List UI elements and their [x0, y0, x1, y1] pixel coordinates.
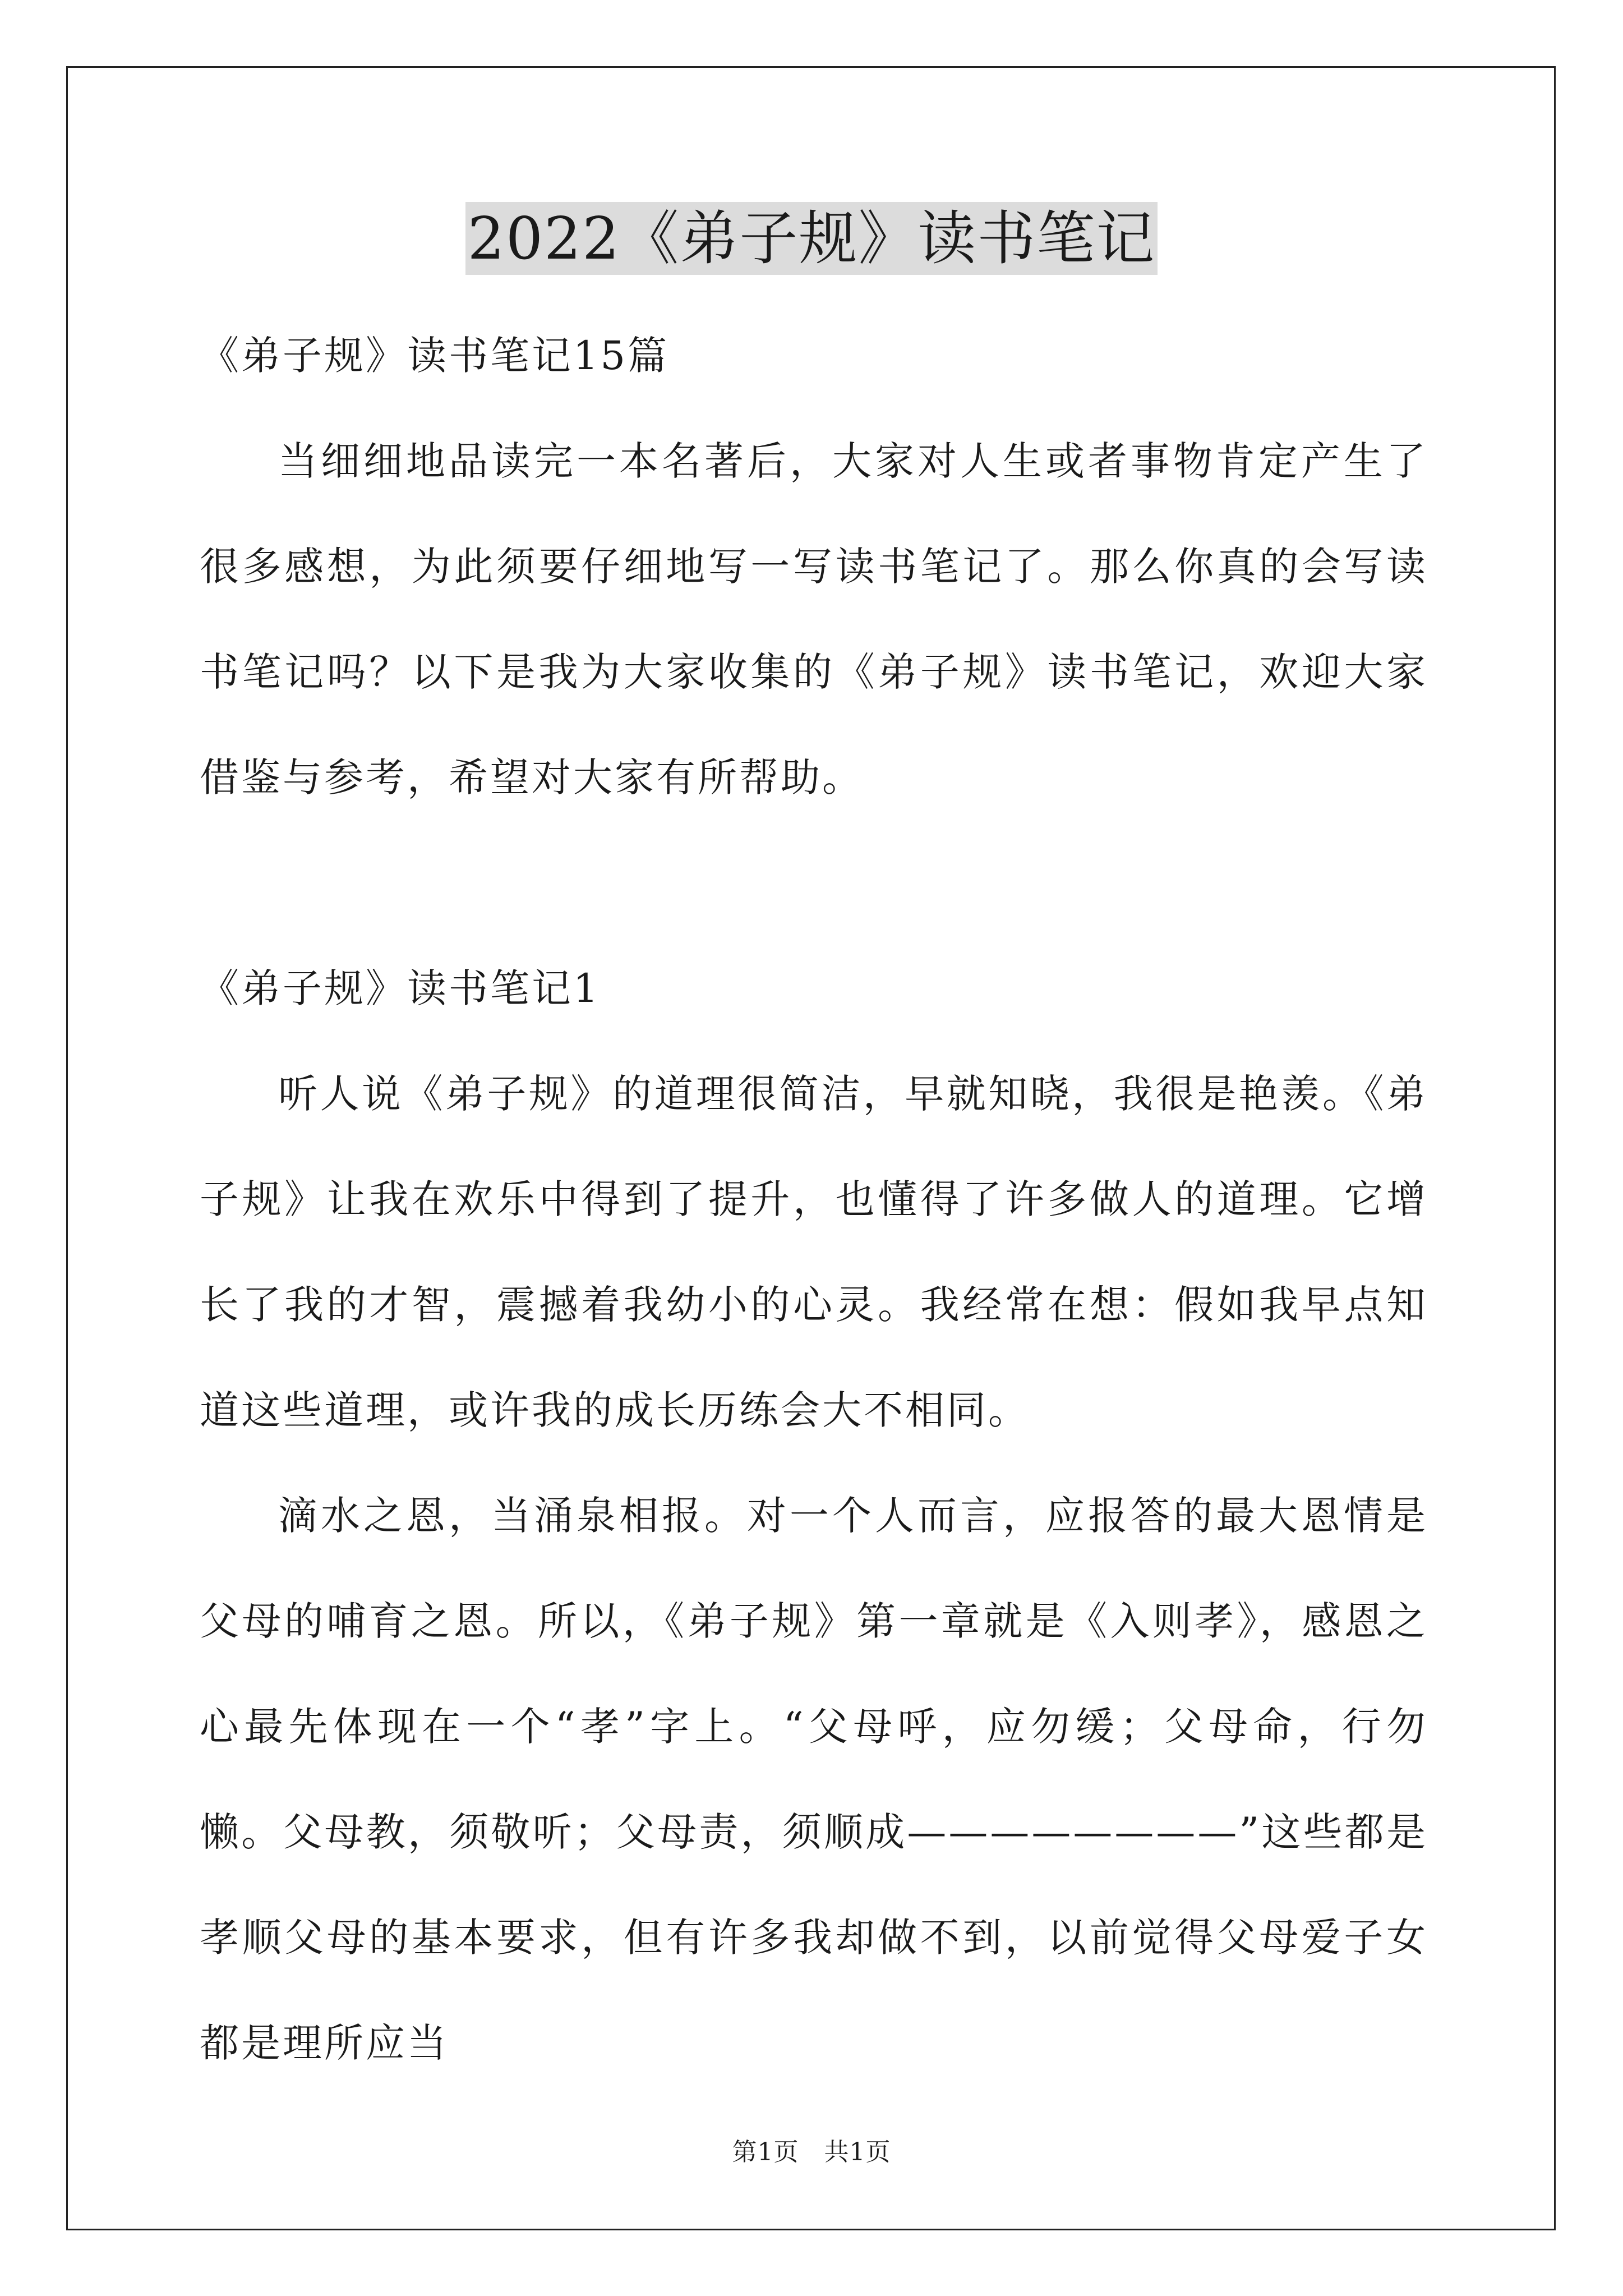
- body-paragraph-1: 听人说《弟子规》的道理很简洁，早就知晓，我很是艳羡。《弟子规》让我在欢乐中得到了提升，也懂得了许多做人的道理。它增长了我的才智，震撼着我幼小的心灵。我经常在想：假如我早点知道这些道理，或许我的成长历练会大不相同。: [200, 1071, 1428, 1433]
- body-paragraph-2: 滴水之恩，当涌泉相报。对一个人而言，应报答的最大恩情是父母的哺育之恩。所以，《弟子规》第一章就是《入则孝》，感恩之心最先体现在一个“孝”字上。“父母呼，应勿缓；父母命，行勿懒。父母教，须敬听；父母责，须顺成————————”这些都是孝顺父母的基本要求，但有许多我却做不到，以前觉得父母爱子女都是理所应当: [200, 1493, 1428, 2066]
- page-footer: 第1页 共1页: [732, 2138, 891, 2166]
- document-body: [200, 303, 1428, 2096]
- title-wrap: [0, 202, 1623, 275]
- section-heading: 《弟子规》读书笔记1: [200, 965, 601, 1011]
- blank-line: [200, 830, 1428, 936]
- intro-paragraph: 当细细地品读完一本名著后，大家对人生或者事物肯定产生了很多感想，为此须要仔细地写一写读书笔记了。那么你真的会写读书笔记吗？以下是我为大家收集的《弟子规》读书笔记，欢迎大家借鉴与参考，希望对大家有所帮助。: [200, 438, 1428, 800]
- document-title: 2022《弟子规》读书笔记: [465, 202, 1158, 275]
- subtitle: 《弟子规》读书笔记15篇: [200, 333, 670, 379]
